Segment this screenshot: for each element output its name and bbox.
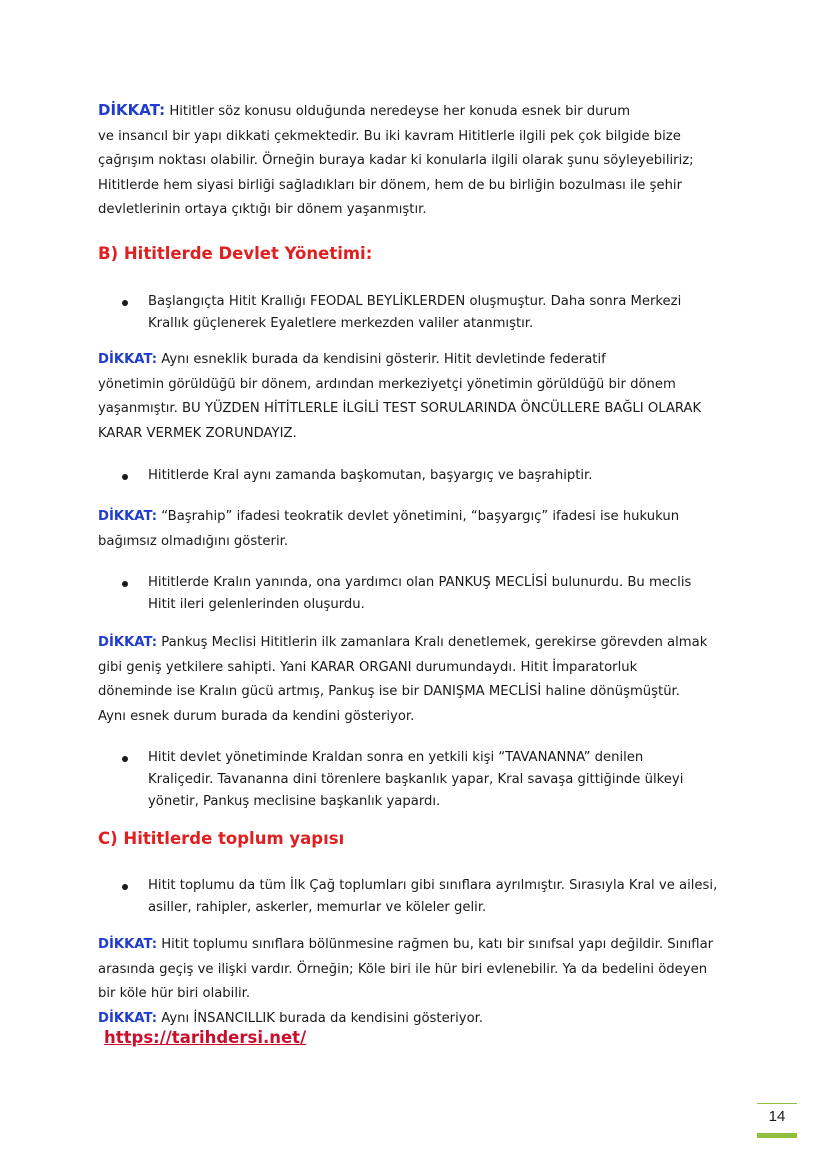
section-c-heading: C) Hititlerde toplum yapısı — [98, 829, 345, 848]
intro-line: Hititlerde hem siyasi birliği sağladıkları bir dönem, hem de bu birliğin bozulması ile şehir — [98, 177, 683, 193]
dikkat-note: DİKKAT: Hitit toplumu sınıflara bölünmesine rağmen bu, katı bir sınıfsal yapı değildir. Sınıflar arasında geçiş ve ilişki vardır. Örneğin; Köle biri ile hür biri evlenebilir. Ya da bedelini ödeyen bir köle hür biri olabilir. DİKKAT: Aynı İNSANCILLIK burada da kendisini gösteriyor. — [98, 937, 714, 1026]
bullet-icon — [122, 581, 128, 587]
dikkat-note: DİKKAT: Pankuş Meclisi Hititlerin ilk zamanlara Kralı denetlemek, gerekirse görevden almak gibi geniş yetkilere sahipti. Yani KARAR ORGANI durumundaydı. Hitit İmparatorluk döneminde ise Kralın gücü artmış, Pankuş ise bir DANIŞMA MECLİSİ haline dönüşmüştür. Aynı esnek durum burada da kendini gösteriyor. — [98, 635, 708, 724]
dikkat-label: DİKKAT: — [98, 937, 158, 952]
bullet-icon — [122, 756, 128, 762]
dikkat-label: DİKKAT: — [98, 1010, 158, 1026]
dikkat-note: DİKKAT: “Başrahip” ifadesi teokratik devlet yönetimini, “başyargıç” ifadesi ise hukukun bağımsız olmadığını gösterir. — [98, 509, 680, 549]
website-link[interactable]: https://tarihdersi.net/ — [104, 1028, 307, 1047]
dikkat-label: DİKKAT: — [98, 635, 158, 650]
dikkat-label: DİKKAT: — [98, 101, 166, 119]
intro-line: ve insancıl bir yapı dikkati çekmektedir. Bu iki kavram Hititlerle ilgili pek çok bilgide bize — [98, 128, 681, 144]
bullet-icon — [122, 884, 128, 890]
dikkat-label: DİKKAT: — [98, 509, 158, 524]
bullet-icon — [122, 474, 128, 480]
bullet-icon — [122, 300, 128, 306]
intro-line: çağrışım noktası olabilir. Örneğin buraya kadar ki konularla ilgili olarak şunu söyleyebiliriz; — [98, 153, 694, 168]
intro-paragraph — [98, 98, 738, 223]
page-number: 14 — [768, 1108, 786, 1125]
page-number-box — [757, 1103, 797, 1138]
intro-line: DİKKAT: Hititler söz konusu olduğunda neredeyse her konuda esnek bir durum — [98, 101, 631, 119]
dikkat-note: DİKKAT: Aynı esneklik burada da kendisini gösterir. Hitit devletinde federatif yönetimin görüldüğü bir dönem, ardından merkeziyetçi yönetimin görüldüğü bir dönem yaşanmıştır. BU YÜZDEN HİTİTLERLE İLGİLİ TEST SORULARINDA ÖNCÜLLERE BAĞLI OLARAK KARAR VERMEK ZORUNDAYIZ. — [98, 352, 702, 441]
section-b-heading: B) Hititlerde Devlet Yönetimi: — [98, 244, 373, 263]
document-page: DİKKAT: Hititler söz konusu olduğunda neredeyse her konuda esnek bir durum ve insancıl bir yapı dikkati çekmektedir. Bu iki kavram Hititlerle ilgili pek çok bilgide bize çağrışım noktası olabilir. Örneğin buraya kadar ki konularla ilgili olarak şunu söyleyebiliriz; Hititlerde hem siyasi birliği sağladıkları bir dönem, hem de bu birliğin bozulması ile şehir devletlerinin ortaya çıktığı bir dönem yaşanmıştır. B) Hititlerde Devlet Yönetimi: Başlangıçta Hitit Krallığı FEODAL BEYLİKLERDEN oluşmuştur. Daha sonra Merkezi Krallık güçlenerek Eyaletlere merkezden valiler atanmıştır. DİKKAT: Aynı esneklik burada da kendisini gösterir. Hitit devletinde federatif yönetimin görüldüğü bir dönem, ardından merkeziyetçi yönetimin görüldüğü bir dönem yaşanmıştır. BU YÜZDEN HİTİTLERLE İLGİLİ TEST SORULARINDA ÖNCÜLLERE BAĞLI OLARAK KARAR VERMEK ZORUNDAYIZ. Hititlerde Kral aynı zamanda başkomutan, başyargıç ve başrahiptir. DİKKAT: “Başrahip” ifadesi teokratik devlet yönetimini, “başyargıç” ifadesi ise hukukun bağımsız olmadığını gösterir. Hititlerde Kralın yanında, ona yardımcı olan PANKUŞ MECLİSİ bulunurdu. Bu meclis Hitit ileri gelenlerinden oluşurdu. DİKKAT: Pankuş Meclisi Hititlerin ilk zamanlara Kralı denetlemek, gerekirse görevden almak gibi geniş yetkilere sahipti. Yani KARAR ORGANI durumundaydı. Hitit İmparatorluk döneminde ise Kralın gücü artmış, Pankuş ise bir DANIŞMA MECLİSİ haline dönüşmüştür. Aynı esnek durum burada da kendini gösteriyor. Hitit devlet yönetiminde Kraldan sonra en yetkili kişi “TAVANANNA” denilen Kraliçedir. Tavananna dini törenlere başkanlık yapar, Kral savaşa gittiğinde ülkeyi yönetir, Pankuş meclisine başkanlık yapardı. C) Hititlerde toplum yapısı Hitit toplumu da tüm İlk Çağ toplumları gibi sınıflara ayrılmıştır. Sırasıyla Kral ve ailesi, asiller, rahipler, askerler, memurlar ve köleler gelir. DİKKAT: Hitit toplumu sınıflara bölünmesine rağmen bu, katı bir sınıfsal yapı değildir. Sınıflar arasında geçiş ve ilişki vardır. Örneğin; Köle biri ile hür biri evlenebilir. Ya da bedelini ödeyen bir köle hür biri olabilir. DİKKAT: Aynı İNSANCILLIK burada da kendisini gösteriyor. https://tarihdersi.net/ 14 — [0, 0, 828, 1171]
intro-line: devletlerinin ortaya çıktığı bir dönem yaşanmıştır. — [98, 202, 427, 217]
dikkat-label: DİKKAT: — [98, 352, 158, 367]
